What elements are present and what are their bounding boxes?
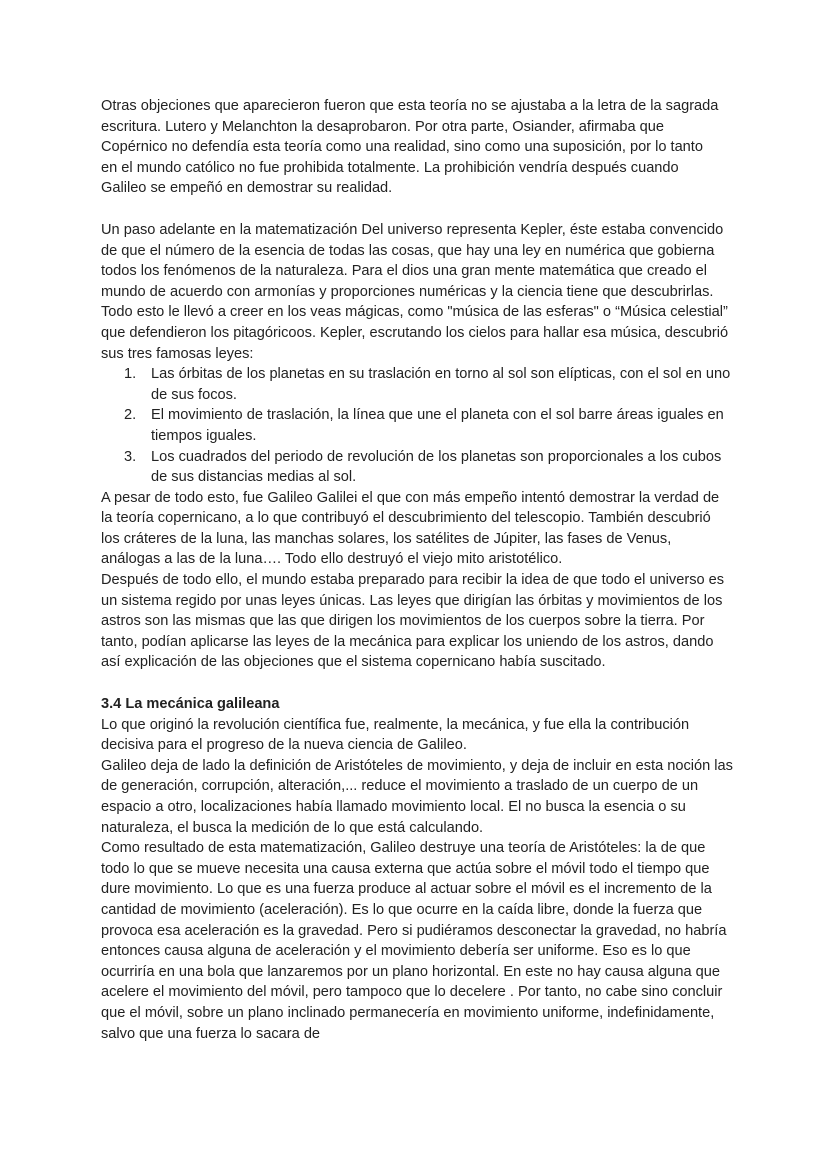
paragraph-spacer	[101, 199, 733, 220]
paragraph-inertia: Como resultado de esta matematización, Galileo destruye una teoría de Aristóteles: la de que todo lo que se mueve necesita una causa externa que actúa sobre el móvil todo el tiempo que dure movimiento. Lo que es una fuerza produce al actuar sobre el móvil es el incremento de la cantidad de movimiento (aceleración). Es lo que ocurre en la caída libre, donde la fuerza que provoca esa aceleración es la gravedad. Pero si pudiéramos desconectar la gravedad, no habría entonces causa alguna de aceleración y el movimiento debería ser uniforme. Eso es lo que ocurriría en una bola que lanzaremos por un plano horizontal. En este no hay causa alguna que acelere el movimiento del móvil, pero tampoco que lo decelere . Por tanto, no cabe sino concluir que el móvil, sobre un plano inclinado permanecería en movimiento uniforme, indefinidamente, salvo que una fuerza lo sacara de	[101, 840, 727, 1042]
paragraph-universe-laws: Después de todo ello, el mundo estaba preparado para recibir la idea de que todo el universo es un sistema regido por unas leyes únicas. Las leyes que dirigían las órbitas y movimientos de los astros son las mismas que las que dirigen los movimientos de los cuerpos sobre la tierra. Por tanto, podían aplicarse las leyes de la mecánica para explicar los uniendo de los astros, dando así explicación de las objeciones que el sistema copernicano había suscitado.	[101, 572, 725, 671]
paragraph-objections: Otras objeciones que aparecieron fueron que esta teoría no se ajustaba a la letra de la sagrada escritura. Lutero y Melanchton la desaprobaron. Por otra parte, Osiander, afirmaba que Copérnico no defendía esta teoría como una realidad, sino como una suposición, por lo tanto en el mundo católico no fue prohibida totalmente. La prohibición vendría después cuando Galileo se empeñó en demostrar su realidad.	[101, 98, 719, 197]
list-item-text: Los cuadrados del periodo de revolución de los planetas son proporcionales a los cubos de sus distancias medias al sol.	[151, 448, 722, 486]
paragraph-mechanics-origin: Lo que originó la revolución científica fue, realmente, la mecánica, y fue ella la contribución decisiva para el progreso de la nueva ciencia de Galileo.	[101, 716, 690, 754]
paragraph-galileo-motion: Galileo deja de lado la definición de Aristóteles de movimiento, y deja de incluir en esta noción las de generación, corrupción, alteración,... reduce el movimiento a traslado de un cuerpo de un espacio a otro, localizaciones había llamado movimiento local. El no busca la esencia o su naturaleza, el busca la medición de lo que está calculando.	[101, 757, 733, 836]
list-item	[101, 447, 733, 488]
list-item-number: 1.	[124, 366, 137, 383]
list-item-text: Las órbitas de los planetas en su traslación en torno al sol son elípticas, con el sol en uno de sus focos.	[151, 366, 731, 403]
list-item	[101, 364, 733, 405]
kepler-laws-list	[101, 364, 733, 488]
paragraph-spacer	[101, 673, 733, 694]
list-item-text: El movimiento de traslación, la línea que une el planeta con el sol barre áreas iguales en tiempos iguales.	[151, 407, 724, 444]
list-item	[101, 405, 733, 446]
list-item-number: 2.	[124, 407, 137, 424]
document-page	[101, 96, 733, 1044]
paragraph-galileo-telescope: A pesar de todo esto, fue Galileo Galilei el que con más empeño intentó demostrar la verdad de la teoría copernicano, a lo que contribuyó el descubrimiento del telescopio. También descubrió los cráteres de la luna, las manchas solares, los satélites de Júpiter, las fases de Venus, análogas a las de la luna…. Todo ello destruyó el viejo mito aristotélico.	[101, 489, 720, 568]
list-item-number: 3.	[124, 448, 137, 465]
section-heading: 3.4 La mecánica galileana	[101, 696, 280, 713]
paragraph-kepler: Un paso adelante en la matematización Del universo representa Kepler, éste estaba convencido de que el número de la esencia de todas las cosas, que hay una ley en numérica que gobierna todos los fenómenos de la naturaleza. Para el dios una gran mente matemática que creado el mundo de acuerdo con armonías y proporciones numéricas y la ciencia tiene que descubrirlas. Todo esto le llevó a creer en los veas mágicas, como "música de las esferas" o “Música celestial” que defendieron los pitagóricoos. Kepler, escrutando los cielos para hallar esa música, descubrió sus tres famosas leyes:	[101, 221, 729, 362]
